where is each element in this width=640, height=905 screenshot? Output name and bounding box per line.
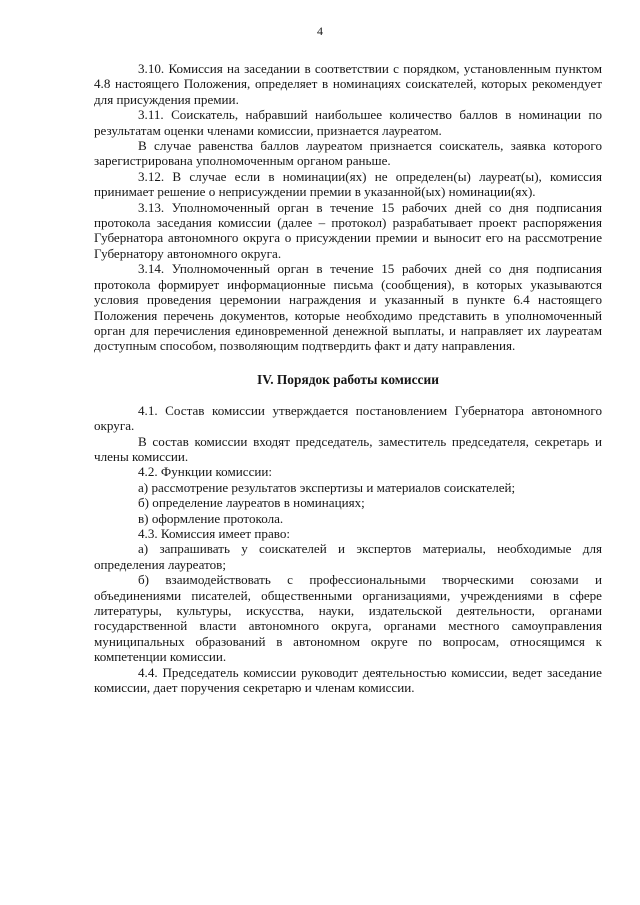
section-heading: IV. Порядок работы комиссии bbox=[257, 371, 439, 387]
list-item-c: в) оформление протокола. bbox=[138, 510, 284, 526]
page-number: 4 bbox=[317, 24, 323, 38]
paragraph-4-1: 4.1. Состав комиссии утверждается постановлением Губернатора автономного округа. bbox=[94, 402, 602, 434]
paragraph-3-14: 3.14. Уполномоченный орган в течение 15 рабочих дней со дня подписания протокола формирует информационные письма (сообщения), в которых указываются условия проведения церемонии награждения и указанный в пункте 6.4 настоящего Положения перечень документов, которые необходимо представить в уполномоченный орган для перечисления единовременной денежной выплаты, и направляет их лауреатам доступным способом, позволяющим подтвердить факт и дату направления. bbox=[94, 261, 602, 354]
paragraph-3-10: 3.10. Комиссия на заседании в соответствии с порядком, установленным пунктом 4.8 настоящего Положения, определяет в номинациях соискателей, которых рекомендует для присуждения премии. bbox=[94, 61, 602, 107]
paragraph-4-3-b: б) взаимодействовать с профессиональными творческими союзами и объединениями писателей, общественными организациями, учреждениями в сфере литературы, культуры, искусства, науки, издательской деятельности, органами государственной власти автономного округа, органами местного самоуправления муниципальных образований в автономном округе по вопросам, относящимся к компетенции комиссии. bbox=[94, 572, 602, 665]
paragraph-3-11: 3.11. Соискатель, набравший наибольшее количество баллов в номинации по результатам оценки членами комиссии, признается лауреатом. bbox=[94, 107, 602, 138]
paragraph-4-2: 4.2. Функции комиссии: bbox=[138, 464, 273, 480]
list-item-b: б) определение лауреатов в номинациях; bbox=[138, 495, 365, 511]
list-item-a: а) рассмотрение результатов экспертизы и материалов соискателей; bbox=[138, 479, 516, 495]
paragraph-4-1-members: В состав комиссии входят председатель, заместитель председателя, секретарь и члены комиссии. bbox=[94, 433, 602, 464]
paragraph-4-4: 4.4. Председатель комиссии руководит деятельностью комиссии, ведет заседание комиссии, дает поручения секретарю и членам комиссии. bbox=[94, 664, 602, 696]
paragraph-3-11-tie: В случае равенства баллов лауреатом признается соискатель, заявка которого зарегистрирована уполномоченным органом раньше. bbox=[94, 138, 602, 169]
document-body bbox=[94, 61, 602, 695]
paragraph-3-13: 3.13. Уполномоченный орган в течение 15 рабочих дней со дня подписания протокола заседания комиссии (далее – протокол) разрабатывает проект распоряжения Губернатора автономного округа о присуждении премии и выносит его на рассмотрение Губернатору автономного округа. bbox=[94, 199, 602, 261]
paragraph-3-12: 3.12. В случае если в номинации(ях) не определен(ы) лауреат(ы), комиссия принимает решение о неприсуждении премии в указанной(ых) номинации(ях). bbox=[94, 168, 602, 200]
paragraph-4-3-a: а) запрашивать у соискателей и экспертов материалы, необходимые для определения лауреатов; bbox=[94, 541, 602, 572]
paragraph-4-3: 4.3. Комиссия имеет право: bbox=[138, 525, 291, 541]
